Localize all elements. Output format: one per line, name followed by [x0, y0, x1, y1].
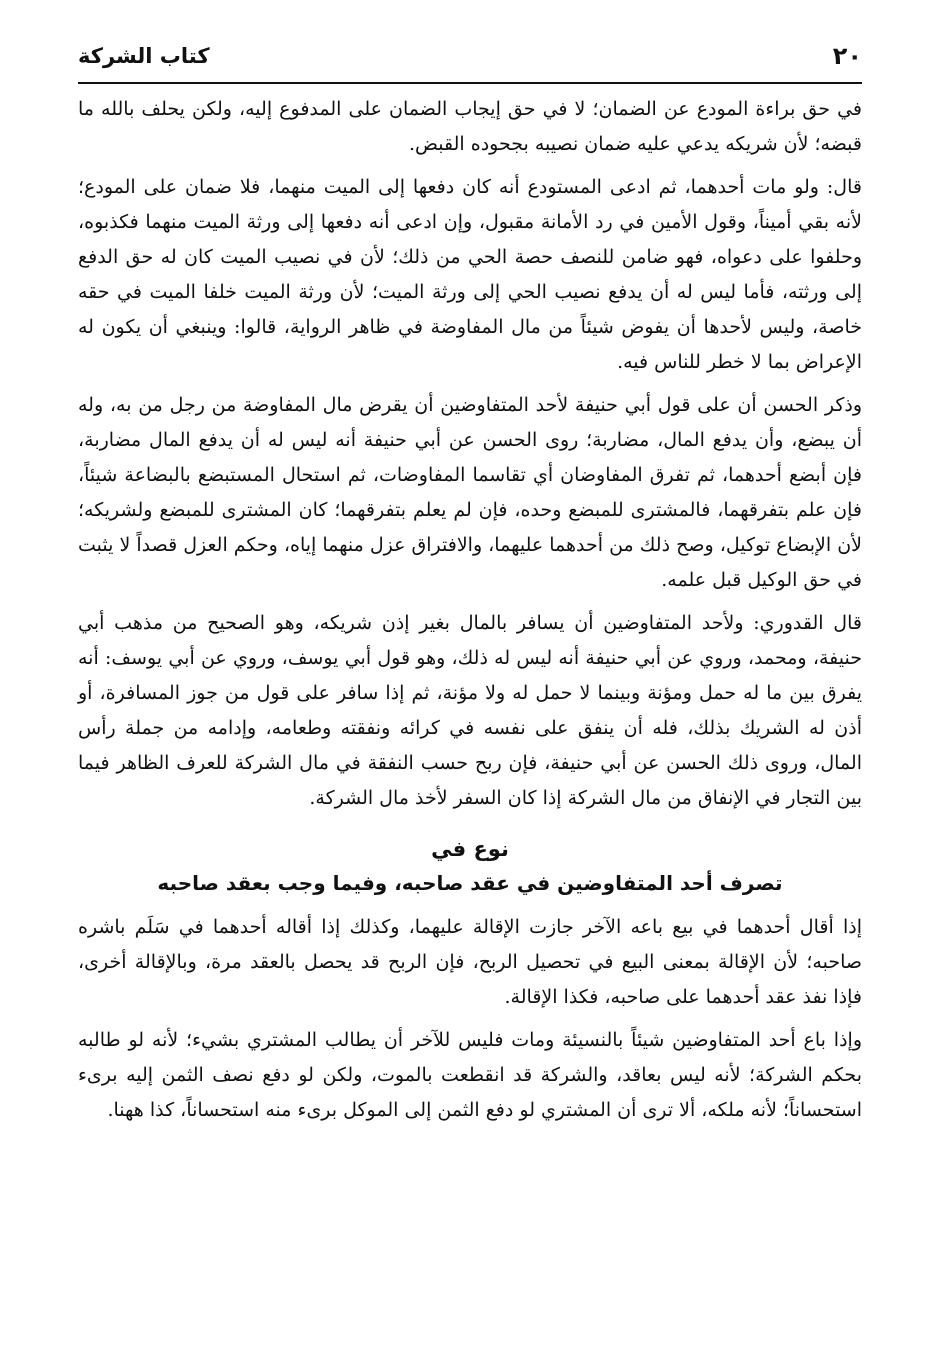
section-heading-label: نوع في — [431, 837, 509, 861]
paragraph: إذا أقال أحدهما في بيع باعه الآخر جازت الإقالة عليهما، وكذلك إذا أقاله أحدهما في سَلَم باشره صاحبه؛ لأن الإقالة بمعنى البيع في تحصيل الربح، فإن الربح قد يحصل بالعقد مرة، وبالإقالة أخرى، فإذا نفذ عقد أحدهما على صاحبه، فكذا الإقالة. — [78, 916, 862, 1008]
paragraph: قال القدوري: ولأحد المتفاوضين أن يسافر بالمال بغير إذن شريكه، وهو الصحيح من مذهب أبي حنيفة، ومحمد، وروي عن أبي حنيفة أنه ليس له ذلك، وهو قول أبي يوسف، وروي عن أبي يوسف: أنه يفرق بين ما له حمل ومؤنة وبينما لا حمل له ولا مؤنة، ثم إذا سافر على قول من جوز المسافرة، أو أذن له الشريك بذلك، فله أن ينفق على نفسه في كرائه ونفقته وطعامه، وإدامه من جملة رأس المال، وروى ذلك الحسن عن أبي حنيفة، فإن ربح حسب النفقة في مال الشركة للعرف الظاهر فيما بين التجار في الإنفاق من مال الشركة إذا كان السفر لأخذ مال الشركة. — [78, 612, 862, 809]
page-number: ٢٠ — [832, 42, 862, 70]
section-heading-title: تصرف أحد المتفاوضين في عقد صاحبه، وفيما وجب بعقد صاحبه — [157, 871, 783, 895]
paragraph: وذكر الحسن أن على قول أبي حنيفة لأحد المتفاوضين أن يقرض مال المفاوضة من رجل من به، وله أن يبضع، وأن يدفع المال، مضاربة؛ روى الحسن عن أبي حنيفة أنه ليس له أن يدفع المال مضاربة، فإن أبضع أحدهما، ثم تفرق المفاوضان أي تقاسما المفاوضات، ثم استحال المستبضع بالبضاعة شيئاً، فإن علم بتفرقهما، فالمشترى للمبضع وحده، فإن لم يعلم بتفرقهما؛ كان المشترى للمبضع ولشريكه؛ لأن الإبضاع توكيل، وصح ذلك من أحدهما عليهما، والافتراق عزل منهما إياه، وحكم العزل قصداً لا يثبت في حق الوكيل قبل علمه. — [78, 394, 862, 591]
paragraph: وإذا باع أحد المتفاوضين شيئاً بالنسيئة ومات فليس للآخر أن يطالب المشتري بشيء؛ لأنه لو طالبه بحكم الشركة؛ لأنه ليس بعاقد، والشركة قد انقطعت بالموت، ولكن لو دفع نصف الثمن إليه برىء استحساناً؛ لأنه ملكه، ألا ترى أن المشتري لو دفع الثمن إلى الموكل برىء منه استحساناً، كذا ههنا. — [78, 1029, 862, 1121]
page-header — [78, 38, 862, 84]
book-page — [78, 38, 862, 1338]
running-title: كتاب الشركة — [78, 44, 210, 68]
page-body — [78, 92, 862, 1128]
section-heading — [78, 832, 862, 900]
paragraph: في حق براءة المودع عن الضمان؛ لا في حق إيجاب الضمان على المدفوع إليه، ولكن يحلف بالله ما قبضه؛ لأن شريكه يدعي عليه ضمان نصيبه بجحوده القبض. — [78, 98, 862, 155]
paragraph: قال: ولو مات أحدهما، ثم ادعى المستودع أنه كان دفعها إلى الميت منهما، فلا ضمان على المودع؛ لأنه بقي أميناً، وقول الأمين في رد الأمانة مقبول، وإن ادعى أنه دفعها إلى ورثة الميت منهما فكذبوه، وحلفوا على دعواه، فهو ضامن للنصف حصة الحي من ذلك؛ لأن في نصيب الميت كان له حق الدفع إلى ورثته، فأما ليس له أن يدفع نصيب الحي إلى ورثة الميت؛ لأن ورثة الميت خلفا الميت في حقه خاصة، وليس لأحدها أن يفوض شيئاً من مال المفاوضة في ظاهر الرواية، قالوا: وينبغي أن يكون له الإعراض بما لا خطر للناس فيه. — [78, 176, 862, 373]
